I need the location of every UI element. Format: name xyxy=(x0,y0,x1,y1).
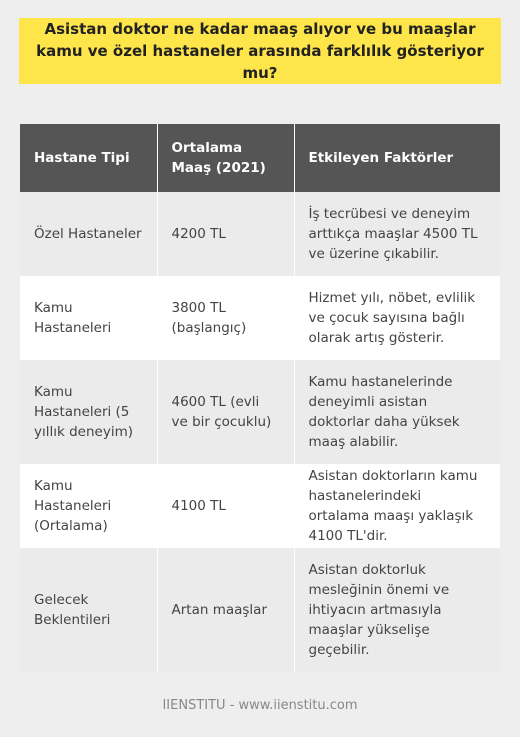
header-average-salary: Ortalama Maaş (2021) xyxy=(157,124,294,192)
salary-table xyxy=(20,124,500,672)
cell-average-salary: 4100 TL xyxy=(157,464,294,548)
cell-factors: İş tecrübesi ve deneyim arttıkça maaşlar 4500 TL ve üzerine çıkabilir. xyxy=(294,192,500,276)
title-banner xyxy=(19,18,501,84)
cell-factors: Asistan doktorların kamu hastanelerindeki ortalama maaşı yaklaşık 4100 TL'dir. xyxy=(294,464,500,548)
table-row xyxy=(20,360,500,464)
footer-credit: IIENSTITU - www.iienstitu.com xyxy=(162,698,358,713)
cell-hospital-type: Kamu Hastaneleri (Ortalama) xyxy=(20,464,157,548)
cell-factors: Asistan doktorluk mesleğinin önemi ve ihtiyacın artmasıyla maaşlar yükselişe geçebilir. xyxy=(294,548,500,672)
header-factors: Etkileyen Faktörler xyxy=(294,124,500,192)
cell-average-salary: 3800 TL (başlangıç) xyxy=(157,276,294,360)
table-row xyxy=(20,548,500,672)
cell-average-salary: 4200 TL xyxy=(157,192,294,276)
cell-factors: Kamu hastanelerinde deneyimli asistan doktorlar daha yüksek maaş alabilir. xyxy=(294,360,500,464)
table-row xyxy=(20,192,500,276)
page-title: Asistan doktor ne kadar maaş alıyor ve bu maaşlar kamu ve özel hastaneler arasında farklılık gösteriyor mu? xyxy=(36,20,484,82)
cell-hospital-type: Özel Hastaneler xyxy=(20,192,157,276)
cell-hospital-type: Gelecek Beklentileri xyxy=(20,548,157,672)
cell-factors: Hizmet yılı, nöbet, evlilik ve çocuk sayısına bağlı olarak artış gösterir. xyxy=(294,276,500,360)
table-header-row xyxy=(20,124,500,192)
cell-hospital-type: Kamu Hastaneleri (5 yıllık deneyim) xyxy=(20,360,157,464)
cell-average-salary: Artan maaşlar xyxy=(157,548,294,672)
table-row xyxy=(20,276,500,360)
cell-hospital-type: Kamu Hastaneleri xyxy=(20,276,157,360)
cell-average-salary: 4600 TL (evli ve bir çocuklu) xyxy=(157,360,294,464)
table-row xyxy=(20,464,500,548)
header-hospital-type: Hastane Tipi xyxy=(20,124,157,192)
